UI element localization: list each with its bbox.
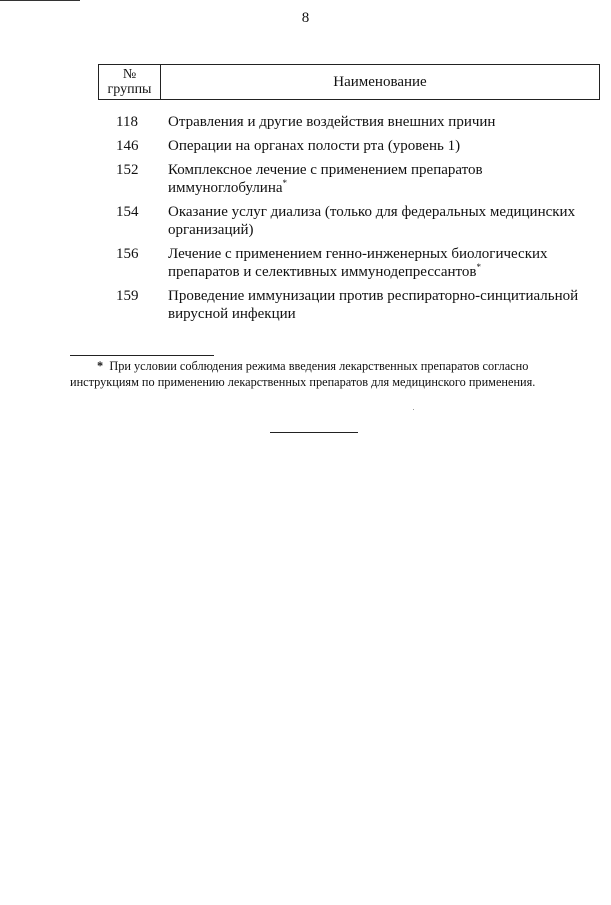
table-header [98, 64, 600, 100]
group-code: 152 [116, 162, 139, 178]
group-list [0, 113, 611, 329]
group-name: Лечение с применением генно-инженерных биологических препаратов и селективных иммунодепрессантов* [168, 246, 548, 280]
group-name: Отравления и другие воздействия внешних причин [168, 114, 496, 130]
end-separator [270, 432, 358, 433]
group-name: Комплексное лечение с применением препаратов иммуноглобулина* [168, 162, 483, 196]
footnote-marker: * [476, 262, 481, 272]
footnote-separator [70, 355, 214, 356]
scan-speck [413, 409, 414, 410]
list-item [0, 245, 611, 281]
group-name: Проведение иммунизации против респираторно-синцитиальной вирусной инфекции [168, 288, 579, 322]
group-code: 159 [116, 288, 139, 304]
group-name: Операции на органах полости рта (уровень 1) [168, 138, 461, 154]
group-code: 156 [116, 246, 139, 262]
footnote-marker: * [282, 178, 288, 188]
list-item [0, 113, 611, 131]
footnote-asterisk: * [97, 359, 104, 373]
group-code: 154 [116, 204, 139, 220]
footnote-line-1: * При условии соблюдения режима введения лекарственных препаратов согласно [97, 359, 529, 373]
group-code: 118 [116, 114, 138, 130]
page-number: 8 [301, 10, 310, 26]
header-number-sign: № [122, 67, 137, 82]
list-item [0, 287, 611, 323]
header-group-number [99, 65, 161, 99]
scan-edge-line [0, 0, 80, 1]
footnote [70, 358, 600, 390]
list-item [0, 137, 611, 155]
list-item [0, 161, 611, 197]
group-code: 146 [116, 138, 139, 154]
header-name: Наименование [333, 73, 427, 90]
group-name: Оказание услуг диализа (только для федеральных медицинских организаций) [168, 204, 576, 238]
header-group-label: группы [107, 82, 152, 97]
list-item [0, 203, 611, 239]
footnote-line-2: инструкциям по применению лекарственных препаратов для медицинского применения. [70, 375, 536, 389]
